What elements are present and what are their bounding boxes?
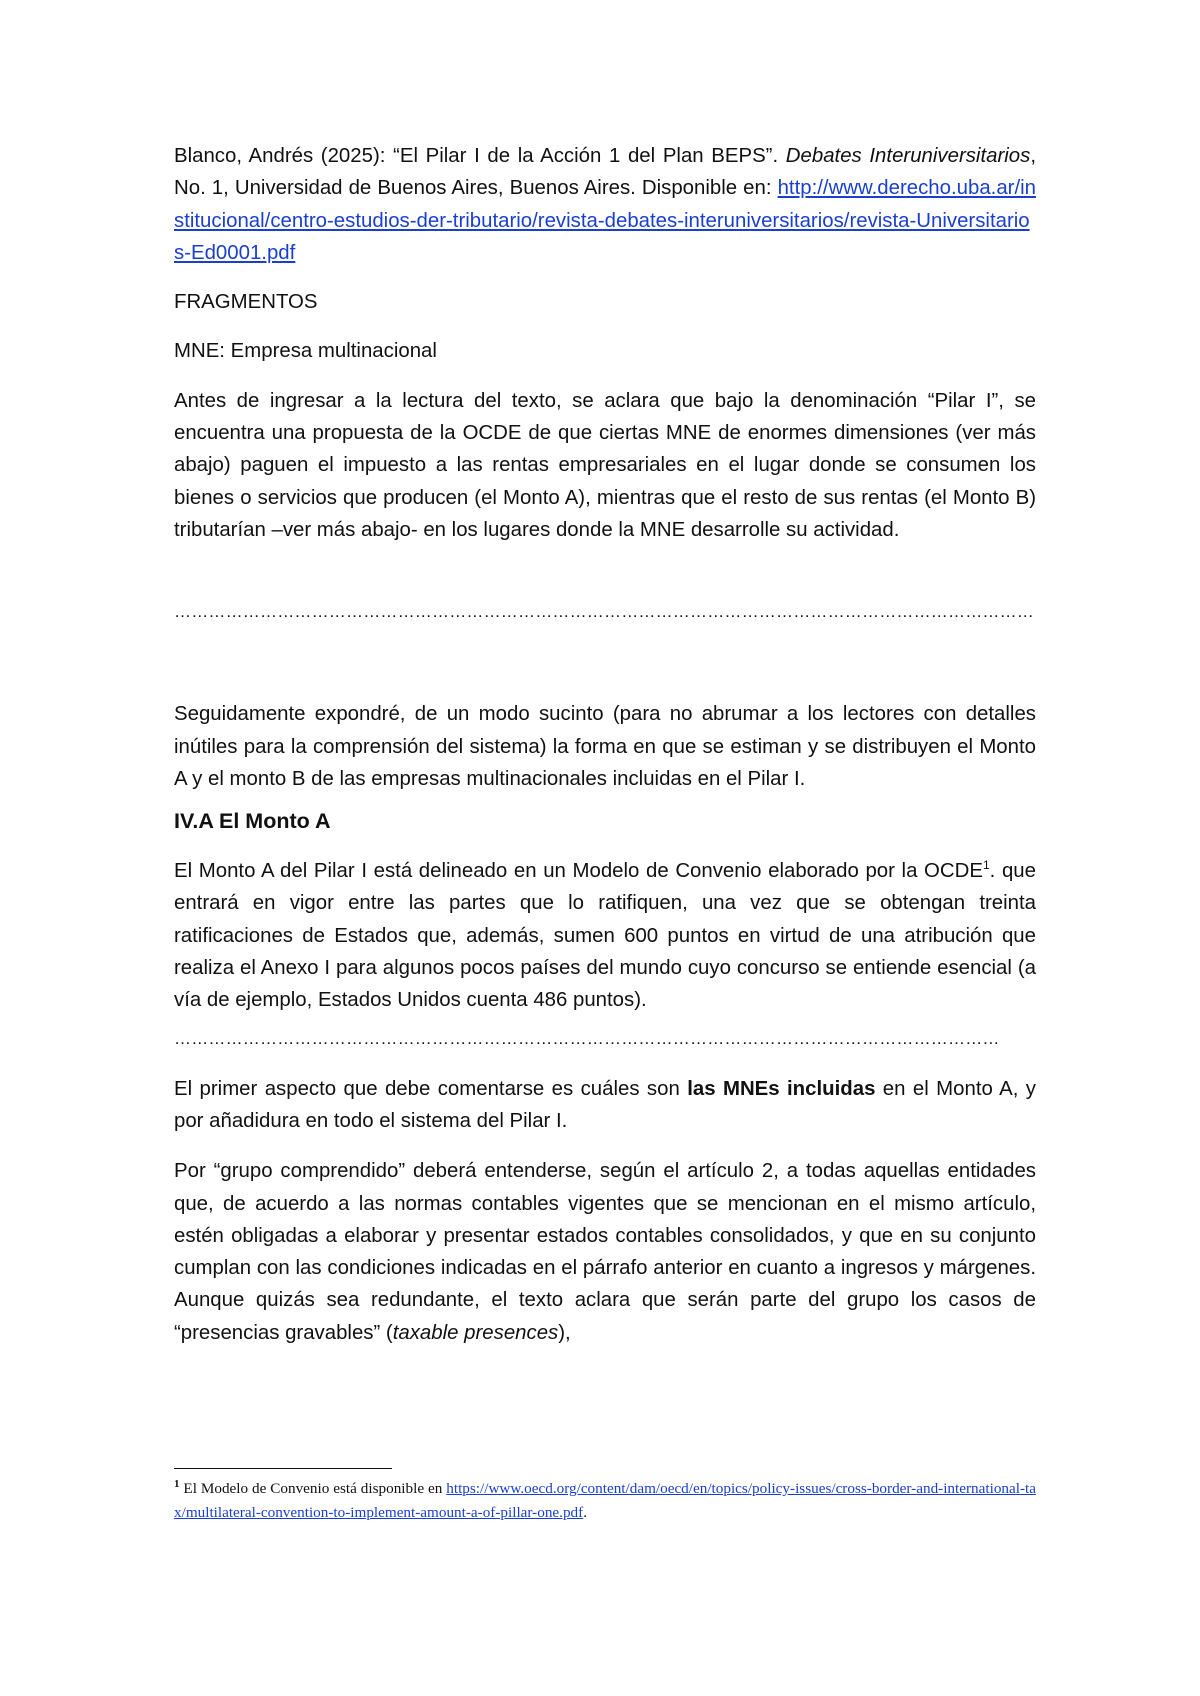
document-body (174, 140, 1036, 1349)
citation-text: Blanco, Andrés (2025): “El Pilar I de la Acción 1 del Plan BEPS”. (174, 145, 786, 167)
citation (174, 140, 1036, 269)
footnote (174, 1477, 1036, 1524)
separator-dots: …………………………………………………………………………………………………………………………………… (174, 602, 1034, 622)
footnote-number: 1 (174, 1477, 180, 1490)
paragraph-monto-a-text: El Monto A del Pilar I está delineado en un Modelo de Convenio elaborado por la OCDE (174, 860, 983, 883)
intro-paragraph: Antes de ingresar a la lectura del texto, se aclara que bajo la denominación “Pilar I”, se encuentra una propuesta de la OCDE de que ciertas MNE de enormes dimensiones (ver más abajo) paguen el impuesto a las rentas empresariales en el lugar donde se consumen los bienes o servicios que producen (el Monto A), mientras que el resto de sus rentas (el Monto B) tributarían –ver más abajo- en los lugares donde la MNE desarrolle su actividad. (174, 389, 1036, 541)
paragraph-mnes (174, 1073, 1036, 1138)
journal-title: Debates Interuniversitarios (785, 145, 1031, 167)
separator-dots-2: ……………………………………………………………………………………………………………………………… (174, 1028, 1000, 1048)
footnote-text: El Modelo de Convenio está disponible en (179, 1480, 447, 1497)
paragraph-grupo (174, 1155, 1036, 1349)
footnote-ref[interactable]: 1 (982, 858, 990, 873)
section-heading: IV.A El Monto A (174, 809, 331, 834)
italic-phrase: taxable presences (392, 1321, 559, 1344)
fragments-label: FRAGMENTOS (174, 291, 318, 314)
paragraph-monto-a (174, 855, 1036, 1016)
paragraph-mnes-text: El primer aspecto que debe comentarse es cuáles son (174, 1077, 688, 1100)
paragraph-mnes-rest: en el Monto A, y por añadidura en todo el sistema del Pilar I. (174, 1077, 1036, 1132)
paragraph-grupo-text: Por “grupo comprendido” deberá entenderse, según el artículo 2, a todas aquellas entidades que, de acuerdo a las normas contables vigentes que se mencionan en el mismo artículo, estén obligadas a elaborar y presentar estados contables consolidados, y que en su conjunto cumplan con las condiciones indicadas en el párrafo anterior en cuanto a ingresos y márgenes. Aunque quizás sea redundante, el texto aclara que serán parte del grupo los casos de “presencias gravables” ( (174, 1160, 1036, 1344)
footnote-link[interactable]: https://www.oecd.org/content/dam/oecd/en/topics/policy-issues/cross-border-and-international-tax/multilateral-convention-to-implement-amount-a-of-pillar-one.pdf (174, 1480, 1036, 1521)
paragraph-grupo-rest: ), (558, 1321, 571, 1344)
mne-definition: MNE: Empresa multinacional (174, 340, 437, 363)
footnote-divider (174, 1468, 392, 1469)
bold-phrase: las MNEs incluidas (687, 1077, 876, 1100)
footnote-end: . (583, 1503, 587, 1521)
paragraph-overview: Seguidamente expondré, de un modo sucinto (para no abrumar a los lectores con detalles inútiles para la comprensión del sistema) la forma en que se estiman y se distribuyen el Monto A y el monto B de las empresas multinacionales incluidas en el Pilar I. (174, 703, 1036, 790)
citation-link[interactable]: http://www.derecho.uba.ar/institucional/centro-estudios-der-tributario/revista-debates-interuniversitarios/revista-Universitarios-Ed0001.pdf (174, 177, 1036, 264)
paragraph-monto-a-rest: . que entrará en vigor entre las partes que lo ratifiquen, una vez que se obtengan treinta ratificaciones de Estados que, además, sumen 600 puntos en virtud de una atribución que realiza el Anexo I para algunos pocos países del mundo cuyo concurso se entiende esencial (a vía de ejemplo, Estados Unidos cuenta 486 puntos). (174, 860, 1036, 1012)
citation-details: , No. 1, Universidad de Buenos Aires, Buenos Aires. Disponible en: (174, 145, 1036, 200)
